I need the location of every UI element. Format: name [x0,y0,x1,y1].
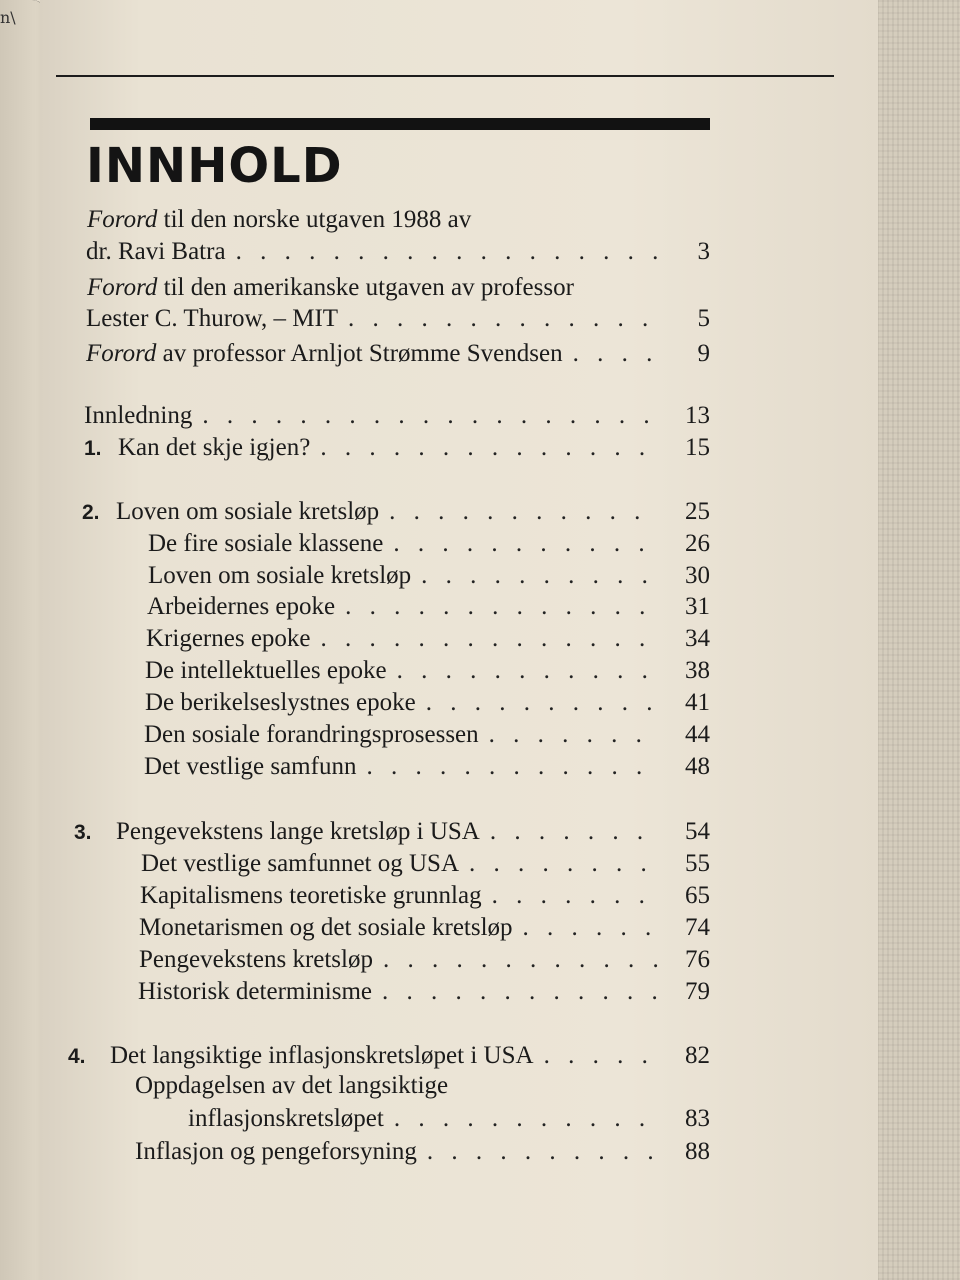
entry-title: Arbeidernes epoke [147,593,336,620]
page-number: 3 [697,238,710,265]
toc-entry-section[interactable] [146,625,710,659]
leader-dots [236,238,660,266]
entry-title: Det vestlige samfunnet og USA [141,850,460,877]
entry-title: Lester C. Thurow, – MIT [86,305,339,332]
page-number: 65 [685,882,710,909]
toc-entry-section[interactable] [145,689,710,723]
page-number: 15 [685,434,710,461]
foreword-text: til den norske utgaven 1988 av [157,206,472,233]
page-number: 41 [685,689,710,716]
page-number: 83 [685,1105,710,1132]
entry-title: Krigernes epoke [146,625,311,652]
leader-dots [427,1138,660,1166]
entry-title: Inflasjon og pengeforsyning [135,1138,417,1165]
leader-dots [366,753,660,781]
toc-entry-section[interactable] [145,657,710,691]
page-number: 88 [685,1138,710,1165]
toc-entry-section[interactable] [148,562,710,596]
toc-entry-section[interactable] [144,721,710,755]
leader-dots [394,1105,660,1133]
chapter-number: 2. [82,501,100,524]
leader-dots [397,657,660,685]
leader-dots [389,498,660,526]
toc-entry-foreword-3[interactable] [86,340,710,374]
page-number: 31 [685,593,710,620]
toc-entry-section[interactable] [139,914,710,948]
toc-entry-intro[interactable] [84,402,710,436]
leader-dots [202,402,660,430]
leader-dots [544,1042,660,1070]
leader-dots [573,340,660,368]
entry-title: De berikelseslystnes epoke [145,689,416,716]
chapter-number: 4. [68,1045,86,1068]
leader-dots [393,530,660,558]
page-number: 48 [685,753,710,780]
page-number: 79 [685,978,710,1005]
entry-title: Kapitalismens teoretiske grunnlag [140,882,482,909]
toc-entry-section[interactable] [147,593,710,627]
page-number: 54 [685,818,710,845]
chapter-number: 1. [84,437,102,460]
toc-entry-section[interactable] [140,882,710,916]
previous-page-text: n\ [0,8,16,27]
page-number: 25 [685,498,710,525]
entry-title: Kan det skje igjen? [118,434,311,461]
leader-dots [348,305,660,333]
toc-entry-section[interactable] [148,530,710,564]
entry-title: Loven om sosiale kretsløp [116,498,380,525]
entry-title: Monetarismen og det sosiale kretsløp [139,914,513,941]
leader-dots [490,818,660,846]
toc-entry-section[interactable] [135,1138,710,1172]
leader-dots [489,721,660,749]
foreword-lead: Forord [87,274,158,301]
toc-entry-foreword-1[interactable] [86,238,710,272]
entry-title: Det langsiktige inflasjonskretsløpet i USA [110,1042,534,1069]
foreword-text: av professor Arnljot Strømme Svendsen [156,340,563,367]
leader-dots [382,978,660,1006]
entry-title: De fire sosiale klassene [148,530,384,557]
leader-dots [523,914,660,942]
page-number: 82 [685,1042,710,1069]
page-number: 13 [685,402,710,429]
leader-dots [469,850,660,878]
leader-dots [421,562,660,590]
foreword-1-line1 [87,206,471,234]
page-number: 34 [685,625,710,652]
foreword-2-line1 [87,274,574,302]
page-number: 38 [685,657,710,684]
entry-title: Pengevekstens kretsløp [139,946,373,973]
page-number: 9 [697,340,710,367]
entry-title: Innledning [84,402,193,429]
chapter-number: 3. [74,821,92,844]
page-number: 76 [685,946,710,973]
toc-entry-section[interactable] [139,946,710,980]
toc-entry-chapter-4[interactable] [68,1042,710,1076]
toc-entry-chapter-1[interactable] [84,434,710,468]
page-number: 44 [685,721,710,748]
page-number: 74 [685,914,710,941]
entry-title: Den sosiale forandringsprosessen [144,721,479,748]
toc-entry-section[interactable] [138,978,710,1012]
page-number: 26 [685,530,710,557]
toc-entry-section[interactable] [188,1105,710,1139]
section-title-line1: Oppdagelsen av det langsiktige [135,1072,449,1099]
entry-title: Historisk determinisme [138,978,372,1005]
page-number: 30 [685,562,710,589]
leader-dots [383,946,660,974]
toc-entry-chapter-3[interactable] [74,818,710,852]
leader-dots [492,882,660,910]
toc-entry-section[interactable] [141,850,710,884]
leader-dots [320,434,660,462]
toc-entry-foreword-2[interactable] [86,305,710,339]
leader-dots [345,593,660,621]
toc-entry-section[interactable] [144,753,710,787]
entry-title: inflasjonskretsløpet [188,1105,384,1132]
page-title: INNHOLD [86,138,343,194]
leader-dots [426,689,660,717]
leader-dots [321,625,660,653]
entry-title: Pengevekstens lange kretsløp i USA [116,818,480,845]
page-number: 55 [685,850,710,877]
foreword-lead: Forord [87,206,158,233]
entry-title [86,340,563,368]
foreword-text: til den amerikanske utgaven av professor [157,274,574,301]
entry-title: De intellektuelles epoke [145,657,387,684]
toc-entry-chapter-2[interactable] [82,498,710,532]
entry-title: Loven om sosiale kretsløp [148,562,412,589]
entry-title: dr. Ravi Batra [86,238,226,265]
entry-title: Det vestlige samfunn [144,753,357,780]
page-number: 5 [697,305,710,332]
foreword-lead: Forord [86,340,157,367]
